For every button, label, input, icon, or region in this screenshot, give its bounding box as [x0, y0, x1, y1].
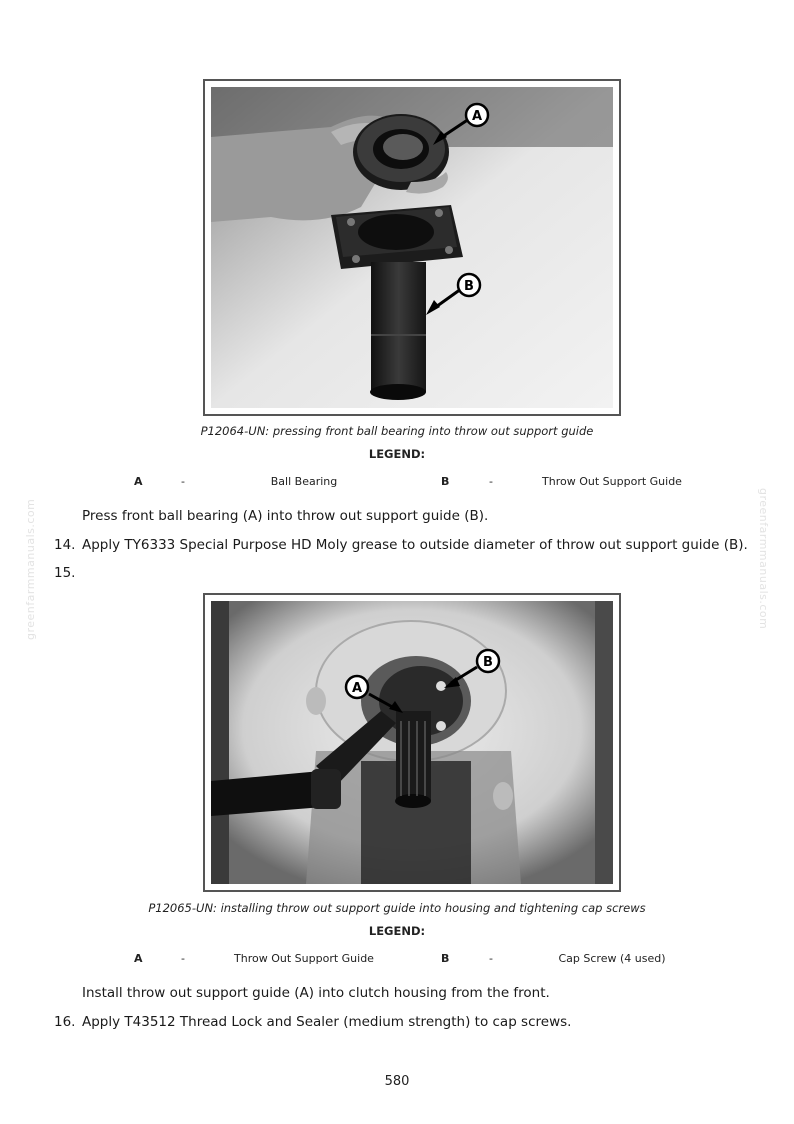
legend-separator: -	[181, 475, 185, 488]
step-14-number: 14.	[54, 537, 76, 553]
legend-name: Ball Bearing	[270, 475, 338, 488]
figure-2-callout-a: A	[351, 681, 363, 696]
legend-key: B	[441, 952, 450, 965]
bearing-guide-illustration	[211, 87, 613, 408]
step-16-text: Apply T43512 Thread Lock and Sealer (medium strength) to cap screws.	[82, 1014, 572, 1030]
figure-1-legend-title: LEGEND:	[368, 447, 426, 461]
legend-key: A	[134, 475, 143, 488]
housing-installation-illustration	[211, 601, 613, 884]
figure-1-caption: P12064-UN: pressing front ball bearing into throw out support guide	[200, 424, 594, 438]
figure-1-photo	[203, 79, 621, 416]
figure-2-caption: P12065-UN: installing throw out support guide into housing and tightening cap screws	[148, 901, 646, 915]
legend-key: B	[441, 475, 450, 488]
step-15-text: Install throw out support guide (A) into clutch housing from the front.	[82, 985, 550, 1001]
legend-name: Cap Screw (4 used)	[558, 952, 666, 965]
legend-name: Throw Out Support Guide	[542, 475, 682, 488]
watermark-right: greenfarmmanuals.com	[757, 488, 770, 630]
legend-separator: -	[489, 475, 493, 488]
figure-1-callout-a: A	[471, 109, 483, 124]
figure-2-photo	[203, 593, 621, 892]
legend-separator: -	[181, 952, 185, 965]
step-15-number: 15.	[54, 565, 76, 581]
page-number: 580	[384, 1074, 410, 1089]
figure-2-legend-title: LEGEND:	[368, 924, 426, 938]
legend-name: Throw Out Support Guide	[234, 952, 374, 965]
step-16-number: 16.	[54, 1014, 76, 1030]
figure-2-callout-b: B	[483, 655, 493, 670]
figure-1-callout-b: B	[464, 279, 474, 294]
step-13-text: Press front ball bearing (A) into throw out support guide (B).	[82, 508, 489, 524]
legend-key: A	[134, 952, 143, 965]
legend-separator: -	[489, 952, 493, 965]
watermark-left: greenfarmmanuals.com	[24, 498, 37, 640]
step-14-text: Apply TY6333 Special Purpose HD Moly grease to outside diameter of throw out support guide (B).	[82, 537, 748, 553]
